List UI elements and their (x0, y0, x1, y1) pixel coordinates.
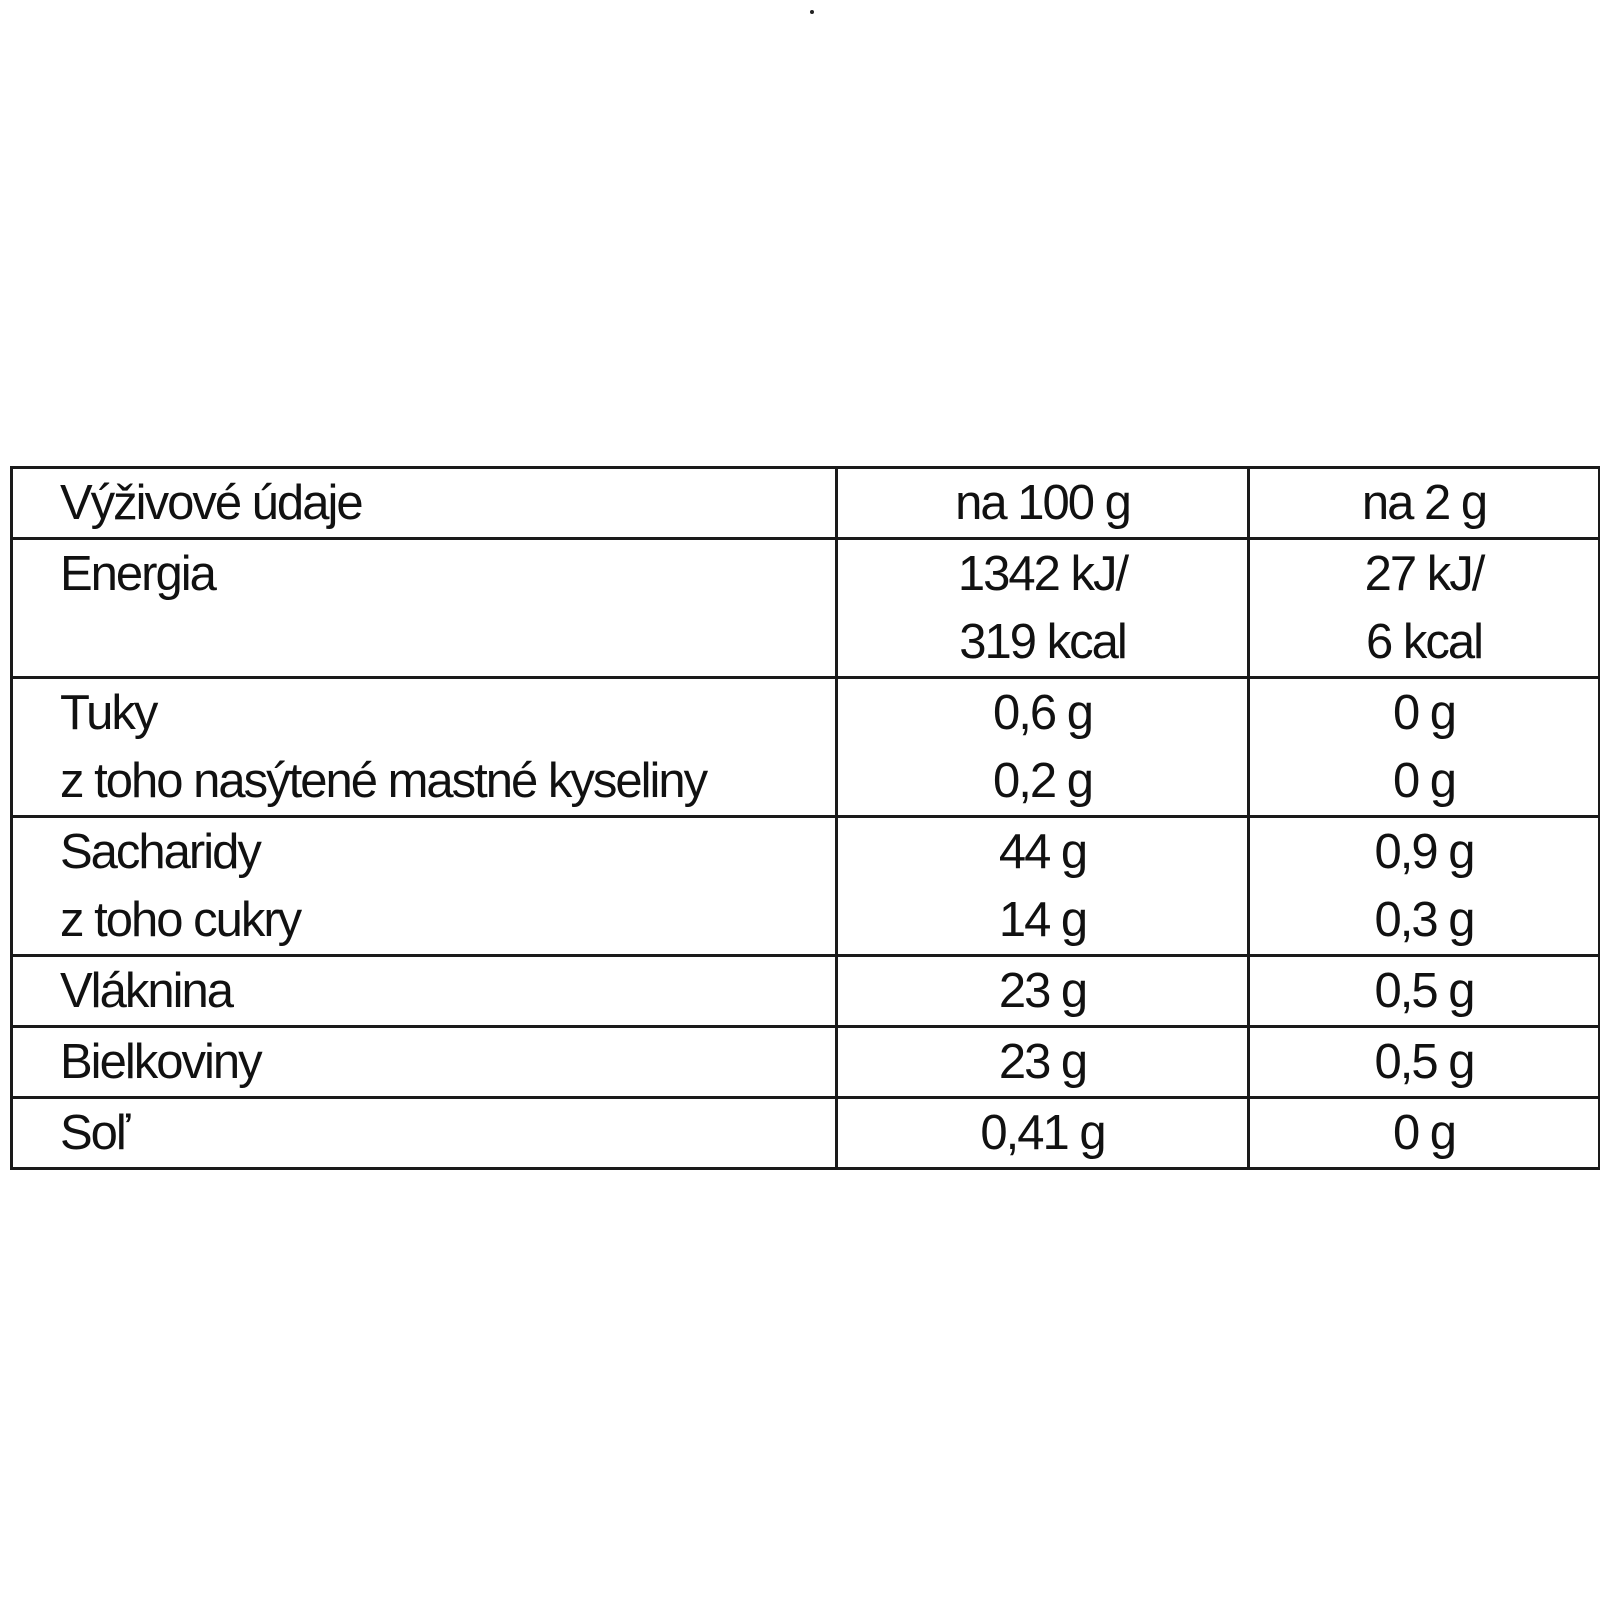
row-label: Soľ (60, 1106, 129, 1160)
per-100g-cell (837, 956, 1249, 1027)
per-2g-value: 0,5 g (1374, 1035, 1474, 1089)
per-2g-value: 0,9 g (1374, 825, 1474, 879)
row-label: Vláknina (60, 964, 232, 1018)
row-label-cell (12, 1027, 837, 1098)
per-2g-value: 0 g (1392, 754, 1456, 808)
row-salt (12, 1098, 1600, 1169)
per-2g-cell (1249, 1027, 1600, 1098)
row-label-cell (12, 539, 837, 678)
row-label: Tuky (60, 686, 157, 740)
per-100g-value: 44 g (998, 825, 1087, 879)
per-2g-cell (1249, 539, 1600, 678)
row-sublabel: z toho nasýtené mastné kyseliny (60, 754, 707, 808)
row-label: Energia (60, 547, 215, 601)
header-label-cell (12, 468, 837, 539)
header-label: Výživové údaje (60, 476, 362, 530)
row-sublabel (13, 608, 835, 676)
per-2g-value: 0 g (1392, 1106, 1456, 1160)
row-fibre (12, 956, 1600, 1027)
header-per-100g: na 100 g (955, 476, 1130, 530)
per-100g-cell (837, 539, 1249, 678)
per-2g-value: 0,5 g (1374, 964, 1474, 1018)
per-100g-cell (837, 678, 1249, 817)
row-label: Sacharidy (60, 825, 260, 879)
per-2g-value: 27 kJ/ (1364, 547, 1484, 601)
per-100g-cell (837, 1098, 1249, 1169)
per-2g-cell (1249, 678, 1600, 817)
per-100g-value: 319 kcal (959, 615, 1126, 669)
row-carbohydrates (12, 817, 1600, 956)
per-100g-value: 23 g (998, 964, 1087, 1018)
header-per-2g: na 2 g (1361, 476, 1487, 530)
row-label-cell (12, 817, 837, 956)
row-protein (12, 1027, 1600, 1098)
header-per-2g-cell (1249, 468, 1600, 539)
row-fat (12, 678, 1600, 817)
per-100g-value: 14 g (998, 893, 1087, 947)
per-100g-value: 23 g (998, 1035, 1087, 1089)
per-2g-value: 6 kcal (1365, 615, 1482, 669)
per-100g-cell (837, 1027, 1249, 1098)
per-2g-cell (1249, 1098, 1600, 1169)
per-2g-value: 0 g (1392, 686, 1456, 740)
row-label-cell (12, 956, 837, 1027)
row-sublabel: z toho cukry (60, 893, 301, 947)
row-energy (12, 539, 1600, 678)
per-100g-cell (837, 817, 1249, 956)
header-per-100g-cell (837, 468, 1249, 539)
per-2g-cell (1249, 817, 1600, 956)
row-label-cell (12, 678, 837, 817)
stray-dot (810, 10, 814, 14)
per-100g-value: 0,2 g (993, 754, 1092, 808)
per-2g-cell (1249, 956, 1600, 1027)
per-100g-value: 0,41 g (980, 1106, 1105, 1160)
nutrition-facts-table (10, 466, 1600, 1170)
per-100g-value: 1342 kJ/ (957, 547, 1128, 601)
row-label: Bielkoviny (60, 1035, 261, 1089)
per-2g-value: 0,3 g (1374, 893, 1474, 947)
row-label-cell (12, 1098, 837, 1169)
per-100g-value: 0,6 g (993, 686, 1092, 740)
header-row (12, 468, 1600, 539)
